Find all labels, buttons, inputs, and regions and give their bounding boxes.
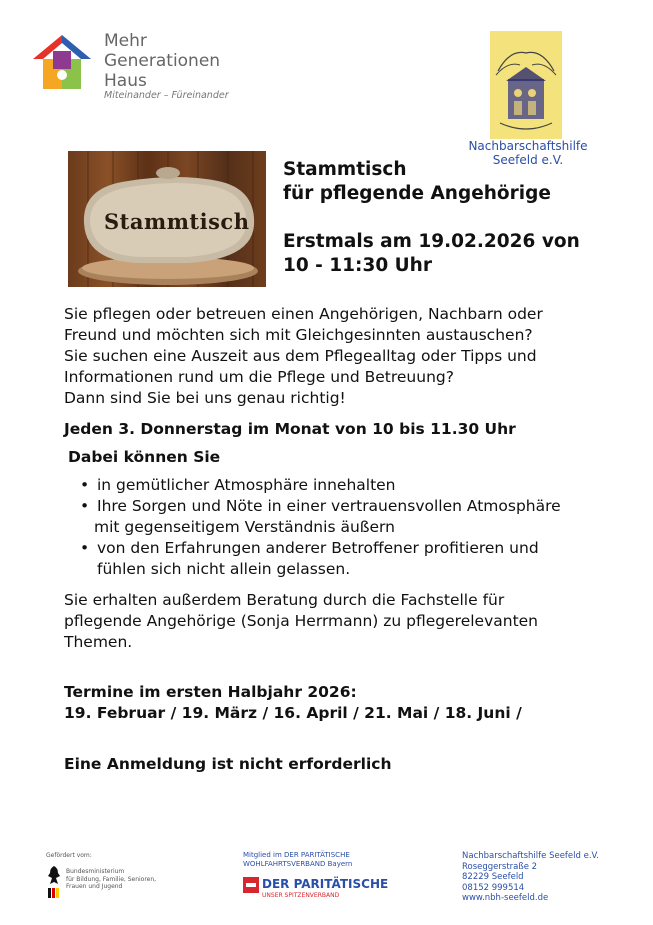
contact-street: Roseggerstraße 2 <box>462 861 538 872</box>
paritaet-slogan: UNSER SPITZENVERBAND <box>262 892 340 899</box>
list-item-text: • in gemütlicher Atmosphäre innehalten <box>97 476 396 494</box>
federal-eagle-icon <box>46 864 62 898</box>
list-item <box>64 475 624 496</box>
contact-city: 82229 Seefeld <box>462 872 524 882</box>
ministry-line: für Bildung, Familie, Senioren, <box>66 875 157 883</box>
nbh-line-2: Seefeld e.V. <box>492 153 564 167</box>
mgh-logo-text <box>104 31 220 91</box>
list-item-text-cont: mit gegenseitigem Verständnis äußern <box>94 518 395 536</box>
member-line: WOHLFAHRTSVERBAND Bayern <box>243 860 353 868</box>
event-first-date: Erstmals am 19.02.2026 von <box>283 231 580 252</box>
member-text <box>243 851 352 869</box>
contact-phone: 08152 999514 <box>462 882 525 893</box>
contact-website[interactable]: www.nbh-seefeld.de <box>462 893 549 903</box>
dates-heading: Termine im ersten Halbjahr 2026: <box>64 683 357 701</box>
event-first-time: 10 - 11:30 Uhr <box>283 255 432 276</box>
ministry-line: Frauen und Jugend <box>66 883 123 890</box>
benefits-list <box>64 475 624 580</box>
funded-label: Gefördert vom: <box>46 852 92 859</box>
intro-line: Informationen rund um die Pflege und Betreuung? <box>64 368 454 386</box>
nbh-line-1: Nachbarschaftshilfe <box>468 139 588 153</box>
event-subtitle: für pflegende Angehörige <box>283 183 551 204</box>
member-line: Mitglied im DER PARITÄTISCHE <box>243 851 350 859</box>
intro-line: Freund und möchten sich mit Gleichgesinnten austauschen? <box>64 326 533 344</box>
list-item-text: • Ihre Sorgen und Nöte in einer vertrauensvollen Atmosphäre <box>97 497 561 515</box>
stammtisch-sign-text: Stammtisch <box>104 209 250 234</box>
hands-house-icon <box>490 31 562 139</box>
intro-line: Sie pflegen oder betreuen einen Angehörigen, Nachbarn oder <box>64 305 543 323</box>
advice-line: pflegende Angehörige (Sonja Herrmann) zu pflegerelevanten <box>64 612 539 630</box>
list-item-text-cont: fühlen sich nicht allein gelassen. <box>97 560 351 578</box>
ministry-line: Bundesministerium <box>66 868 125 875</box>
registration-note: Eine Anmeldung ist nicht erforderlich <box>64 755 392 773</box>
mgh-line-1: Mehr <box>104 31 147 51</box>
contact-block <box>462 851 599 904</box>
paritaet-name: DER PARITÄTISCHE <box>262 877 389 891</box>
stammtisch-sign-image <box>68 151 266 287</box>
mehrgenerationenhaus-logo-icon <box>31 33 93 93</box>
paritaet-logo-icon <box>243 877 259 893</box>
intro-paragraph <box>64 304 543 409</box>
schedule-text: Jeden 3. Donnerstag im Monat von 10 bis 11.30 Uhr <box>64 420 516 438</box>
intro-line: Dann sind Sie bei uns genau richtig! <box>64 389 346 407</box>
advice-paragraph <box>64 590 538 653</box>
list-item <box>64 538 624 580</box>
event-title: Stammtisch <box>283 159 407 180</box>
mgh-slogan: Miteinander – Füreinander <box>104 90 229 101</box>
contact-org: Nachbarschaftshilfe Seefeld e.V. <box>462 851 599 861</box>
nbh-logo-text <box>463 139 593 167</box>
list-item <box>64 496 624 538</box>
list-item-text: • von den Erfahrungen anderer Betroffener profitieren und <box>97 539 539 557</box>
ministry-name <box>66 868 156 891</box>
dates-list: 19. Februar / 19. März / 16. April / 21. Mai / 18. Juni / <box>64 704 522 722</box>
list-heading: Dabei können Sie <box>68 448 221 466</box>
advice-line: Sie erhalten außerdem Beratung durch die Fachstelle für <box>64 591 505 609</box>
mgh-line-2: Generationen <box>104 51 221 71</box>
advice-line: Themen. <box>64 633 133 651</box>
intro-line: Sie suchen eine Auszeit aus dem Pflegealltag oder Tipps und <box>64 347 537 365</box>
nbh-logo-image <box>490 31 562 139</box>
mgh-line-3: Haus <box>104 71 147 91</box>
